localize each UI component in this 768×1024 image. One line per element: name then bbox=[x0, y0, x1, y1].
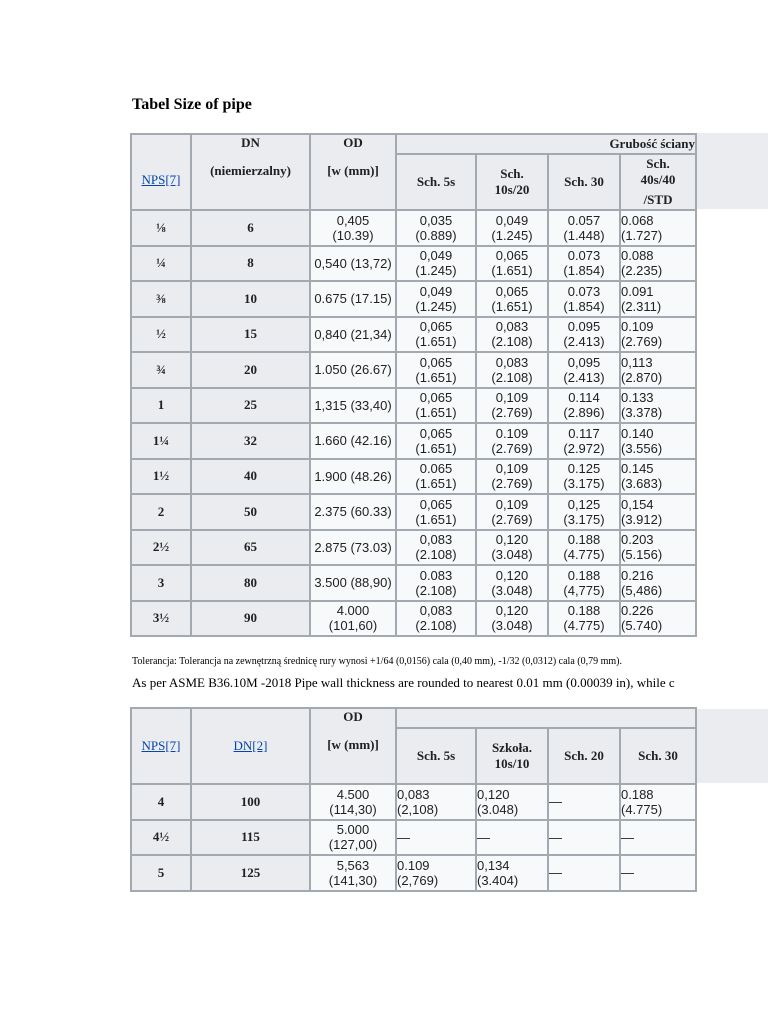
table-row bbox=[131, 494, 696, 530]
table-row bbox=[131, 317, 696, 353]
page-title: Tabel Size of pipe bbox=[132, 96, 252, 113]
wall-thickness-cell: 0.114 (2.896) bbox=[548, 388, 620, 424]
table-row bbox=[131, 281, 696, 317]
wall-thickness-cell: 0.188 (4.775) bbox=[548, 601, 620, 637]
dn-cell: 10 bbox=[191, 281, 310, 317]
wall-thickness-cell: 0,049 (1.245) bbox=[476, 210, 548, 246]
pipe-size-table-1 bbox=[130, 133, 697, 637]
dn-cell: 15 bbox=[191, 317, 310, 353]
col-header-wall-thickness: Grubość ściany bbox=[396, 134, 696, 154]
wall-thickness-cell: 0.188 (4.775) bbox=[548, 530, 620, 566]
table-row bbox=[131, 565, 696, 601]
dn-cell: 20 bbox=[191, 352, 310, 388]
od-cell: 2.875 (73.03) bbox=[310, 530, 396, 566]
od-cell: 0,405 (10.39) bbox=[310, 210, 396, 246]
od-cell: 1.660 (42.16) bbox=[310, 423, 396, 459]
dn-cell: 115 bbox=[191, 820, 310, 856]
tolerance-note: Tolerancja: Tolerancja na zewnętrzną średnicę rury wynosi +1/64 (0,0156) cala (0,40 mm), -1/32 (0,0312) cala (0,79 mm). bbox=[132, 656, 622, 667]
col-header-sch-30: Sch. 30 bbox=[548, 154, 620, 210]
col-header-od-2: OD [w (mm)] bbox=[310, 708, 396, 784]
wall-thickness-cell: 0,065 (1.651) bbox=[396, 317, 476, 353]
wall-thickness-cell: 0.088 (2.235) bbox=[620, 246, 696, 282]
wall-thickness-cell: 0.065 (1.651) bbox=[396, 459, 476, 495]
col-header-nps-2 bbox=[131, 708, 191, 784]
wall-thickness-cell: 0,083 (2.108) bbox=[476, 352, 548, 388]
table-row bbox=[131, 423, 696, 459]
dn-cell: 125 bbox=[191, 855, 310, 891]
wall-thickness-cell: 0,035 (0.889) bbox=[396, 210, 476, 246]
wall-thickness-cell: 0,065 (1.651) bbox=[396, 423, 476, 459]
wall-thickness-cell: 0.188 (4,775) bbox=[548, 565, 620, 601]
table-row bbox=[131, 784, 696, 820]
dn-cell: 6 bbox=[191, 210, 310, 246]
wall-thickness-cell: 0.083 (2.108) bbox=[396, 565, 476, 601]
wall-thickness-cell: 0,109 (2.769) bbox=[476, 388, 548, 424]
wall-thickness-cell: 0,120 (3.048) bbox=[476, 601, 548, 637]
nps-cell: 2 bbox=[131, 494, 191, 530]
nps-cell: 3½ bbox=[131, 601, 191, 637]
wall-thickness-cell: 0,083 (2,108) bbox=[396, 784, 476, 820]
table-row bbox=[131, 459, 696, 495]
col-header-wall-thickness-2 bbox=[396, 708, 696, 728]
table-row bbox=[131, 855, 696, 891]
nps-cell: ⅜ bbox=[131, 281, 191, 317]
wall-thickness-cell: — bbox=[548, 820, 620, 856]
col-header-sch-5s: Sch. 5s bbox=[396, 154, 476, 210]
nps-link[interactable]: NPS[7] bbox=[141, 172, 181, 187]
col-header-nps bbox=[131, 134, 191, 210]
dn-cell: 90 bbox=[191, 601, 310, 637]
dn-link[interactable]: DN[2] bbox=[233, 738, 268, 753]
col-header-sch-30-2: Sch. 30 bbox=[620, 728, 696, 784]
wall-thickness-cell: 0.091 (2.311) bbox=[620, 281, 696, 317]
wall-thickness-cell: 0,065 (1.651) bbox=[396, 494, 476, 530]
wall-thickness-cell: 0.133 (3.378) bbox=[620, 388, 696, 424]
wall-thickness-cell: — bbox=[548, 855, 620, 891]
wall-thickness-cell: 0,125 (3.175) bbox=[548, 494, 620, 530]
col-header-sch-40s-40-std: Sch. 40s/40 /STD bbox=[620, 154, 696, 210]
wall-thickness-cell: 0,109 (2.769) bbox=[476, 494, 548, 530]
wall-thickness-cell: 0.226 (5.740) bbox=[620, 601, 696, 637]
nps-cell: ¼ bbox=[131, 246, 191, 282]
table-row bbox=[131, 530, 696, 566]
od-cell: 5,563 (141,30) bbox=[310, 855, 396, 891]
od-cell: 0,540 (13,72) bbox=[310, 246, 396, 282]
wall-thickness-cell: 0,113 (2.870) bbox=[620, 352, 696, 388]
dn-cell: 65 bbox=[191, 530, 310, 566]
od-cell: 1.050 (26.67) bbox=[310, 352, 396, 388]
wall-thickness-cell: — bbox=[620, 820, 696, 856]
wall-thickness-cell: 0,083 (2.108) bbox=[396, 601, 476, 637]
wall-thickness-cell: 0,095 (2.413) bbox=[548, 352, 620, 388]
wall-thickness-cell: 0.057 (1.448) bbox=[548, 210, 620, 246]
wall-thickness-cell: 0.109 (2.769) bbox=[620, 317, 696, 353]
wall-thickness-cell: 0.203 (5.156) bbox=[620, 530, 696, 566]
wall-thickness-cell: 0.188 (4.775) bbox=[620, 784, 696, 820]
wall-thickness-cell: 0,049 (1.245) bbox=[396, 281, 476, 317]
nps-cell: 1 bbox=[131, 388, 191, 424]
nps-cell: 4½ bbox=[131, 820, 191, 856]
col-header-szkola-10s-10: Szkoła. 10s/10 bbox=[476, 728, 548, 784]
wall-thickness-cell: 0.095 (2.413) bbox=[548, 317, 620, 353]
wall-thickness-cell: 0.073 (1.854) bbox=[548, 246, 620, 282]
wall-thickness-cell: 0,154 (3.912) bbox=[620, 494, 696, 530]
nps-cell: 1½ bbox=[131, 459, 191, 495]
wall-thickness-cell: 0,065 (1.651) bbox=[396, 388, 476, 424]
table-row bbox=[131, 388, 696, 424]
pipe-size-table-2 bbox=[130, 707, 697, 892]
header-band-2 bbox=[694, 709, 768, 783]
od-cell: 4.000 (101,60) bbox=[310, 601, 396, 637]
table-row bbox=[131, 246, 696, 282]
wall-thickness-cell: — bbox=[548, 784, 620, 820]
col-header-dn: DN (niemierzalny) bbox=[191, 134, 310, 210]
wall-thickness-cell: 0,065 (1.651) bbox=[476, 246, 548, 282]
wall-thickness-cell: 0,065 (1.651) bbox=[476, 281, 548, 317]
dn-cell: 32 bbox=[191, 423, 310, 459]
wall-thickness-cell: 0,120 (3.048) bbox=[476, 530, 548, 566]
wall-thickness-cell: 0.216 (5,486) bbox=[620, 565, 696, 601]
od-cell: 1.900 (48.26) bbox=[310, 459, 396, 495]
nps-cell: 2½ bbox=[131, 530, 191, 566]
wall-thickness-cell: 0.140 (3.556) bbox=[620, 423, 696, 459]
table-row bbox=[131, 352, 696, 388]
table-row bbox=[131, 820, 696, 856]
header-band-1 bbox=[694, 133, 768, 209]
asme-note: As per ASME B36.10M -2018 Pipe wall thickness are rounded to nearest 0.01 mm (0.00039 in), while c bbox=[132, 675, 675, 690]
col-header-sch-10s-20: Sch. 10s/20 bbox=[476, 154, 548, 210]
col-header-sch-5s-2: Sch. 5s bbox=[396, 728, 476, 784]
dn-cell: 50 bbox=[191, 494, 310, 530]
wall-thickness-cell: 0.145 (3.683) bbox=[620, 459, 696, 495]
wall-thickness-cell: 0.073 (1.854) bbox=[548, 281, 620, 317]
wall-thickness-cell: 0.068 (1.727) bbox=[620, 210, 696, 246]
wall-thickness-cell: 0,083 (2.108) bbox=[476, 317, 548, 353]
wall-thickness-cell: 0,049 (1.245) bbox=[396, 246, 476, 282]
wall-thickness-cell: 0.125 (3.175) bbox=[548, 459, 620, 495]
od-cell: 0.675 (17.15) bbox=[310, 281, 396, 317]
dn-cell: 100 bbox=[191, 784, 310, 820]
od-cell: 4.500 (114,30) bbox=[310, 784, 396, 820]
wall-thickness-cell: 0.117 (2.972) bbox=[548, 423, 620, 459]
wall-thickness-cell: 0,134 (3.404) bbox=[476, 855, 548, 891]
wall-thickness-cell: 0,083 (2.108) bbox=[396, 530, 476, 566]
wall-thickness-cell: 0,065 (1.651) bbox=[396, 352, 476, 388]
nps-cell: ¾ bbox=[131, 352, 191, 388]
dn-cell: 25 bbox=[191, 388, 310, 424]
wall-thickness-cell: 0,120 (3.048) bbox=[476, 565, 548, 601]
wall-thickness-cell: 0.109 (2.769) bbox=[476, 423, 548, 459]
wall-thickness-cell: — bbox=[620, 855, 696, 891]
dn-cell: 40 bbox=[191, 459, 310, 495]
dn-cell: 80 bbox=[191, 565, 310, 601]
table-row bbox=[131, 601, 696, 637]
wall-thickness-cell: 0,109 (2.769) bbox=[476, 459, 548, 495]
nps-link-2[interactable]: NPS[7] bbox=[141, 738, 181, 753]
nps-cell: ½ bbox=[131, 317, 191, 353]
col-header-od: OD [w (mm)] bbox=[310, 134, 396, 210]
wall-thickness-cell: 0,120 (3.048) bbox=[476, 784, 548, 820]
col-header-sch-20: Sch. 20 bbox=[548, 728, 620, 784]
nps-cell: 1¼ bbox=[131, 423, 191, 459]
od-cell: 1,315 (33,40) bbox=[310, 388, 396, 424]
col-header-dn-2 bbox=[191, 708, 310, 784]
nps-cell: ⅛ bbox=[131, 210, 191, 246]
od-cell: 2.375 (60.33) bbox=[310, 494, 396, 530]
wall-thickness-cell: 0.109 (2,769) bbox=[396, 855, 476, 891]
od-cell: 3.500 (88,90) bbox=[310, 565, 396, 601]
nps-cell: 3 bbox=[131, 565, 191, 601]
nps-cell: 5 bbox=[131, 855, 191, 891]
wall-thickness-cell: — bbox=[476, 820, 548, 856]
nps-cell: 4 bbox=[131, 784, 191, 820]
wall-thickness-cell: — bbox=[396, 820, 476, 856]
od-cell: 5.000 (127,00) bbox=[310, 820, 396, 856]
dn-cell: 8 bbox=[191, 246, 310, 282]
od-cell: 0,840 (21,34) bbox=[310, 317, 396, 353]
table-row bbox=[131, 210, 696, 246]
